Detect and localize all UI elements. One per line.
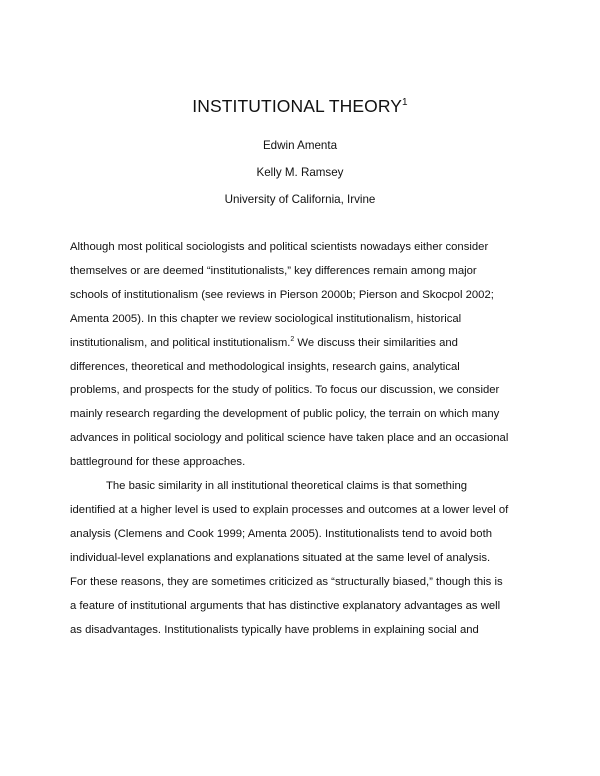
text-line: institutionalism, and political institutionalism.$^2$ We discuss their similarities and — [70, 335, 458, 349]
text-line: Amenta 2005). In this chapter we review sociological institutionalism, historical — [70, 312, 462, 325]
paper-title: INSTITUTIONAL THEORY$^1$ — [192, 96, 408, 116]
text-line: The basic similarity in all institutional theoretical claims is that something — [106, 480, 468, 493]
paragraph-2 — [70, 475, 532, 642]
text-line: problems, and prospects for the study of politics. To focus our discussion, we consider — [70, 384, 500, 397]
author-affiliation: University of California, Irvine — [224, 193, 376, 206]
text-line: advances in political sociology and political science have taken place and an occasional — [70, 432, 509, 445]
paragraph-1 — [70, 236, 532, 475]
text-line: a feature of institutional arguments that has distinctive explanatory advantages as well — [70, 599, 501, 612]
author-1: Edwin Amenta — [262, 139, 338, 152]
text-line: battleground for these approaches. — [70, 456, 246, 469]
text-line: as disadvantages. Institutionalists typically have problems in explaining social and — [70, 623, 479, 636]
body-text — [70, 236, 532, 642]
text-line: individual-level explanations and explanations situated at the same level of analysis. — [70, 551, 491, 564]
text-line: Although most political sociologists and political scientists nowadays either consider — [70, 241, 489, 253]
title-footnote-marker: 1 — [402, 97, 408, 108]
text-line: For these reasons, they are sometimes criticized as “structurally biased,” though this is — [70, 575, 503, 588]
text-line: identified at a higher level is used to explain processes and outcomes at a lower level of — [70, 503, 509, 516]
footnote-marker: 2 — [290, 335, 295, 343]
text-line: analysis (Clemens and Cook 1999; Amenta 2005). Institutionalists tend to avoid both — [70, 527, 493, 540]
text-line: schools of institutionalism (see reviews in Pierson 2000b; Pierson and Skocpol 2002; — [70, 288, 494, 301]
author-2: Kelly M. Ramsey — [256, 166, 344, 179]
text-line: differences, theoretical and methodological insights, research gains, analytical — [70, 360, 460, 373]
text-line: themselves or are deemed “institutionalists,” key differences remain among major — [70, 264, 477, 277]
text-line: mainly research regarding the development of public policy, the terrain on which many — [70, 408, 500, 421]
